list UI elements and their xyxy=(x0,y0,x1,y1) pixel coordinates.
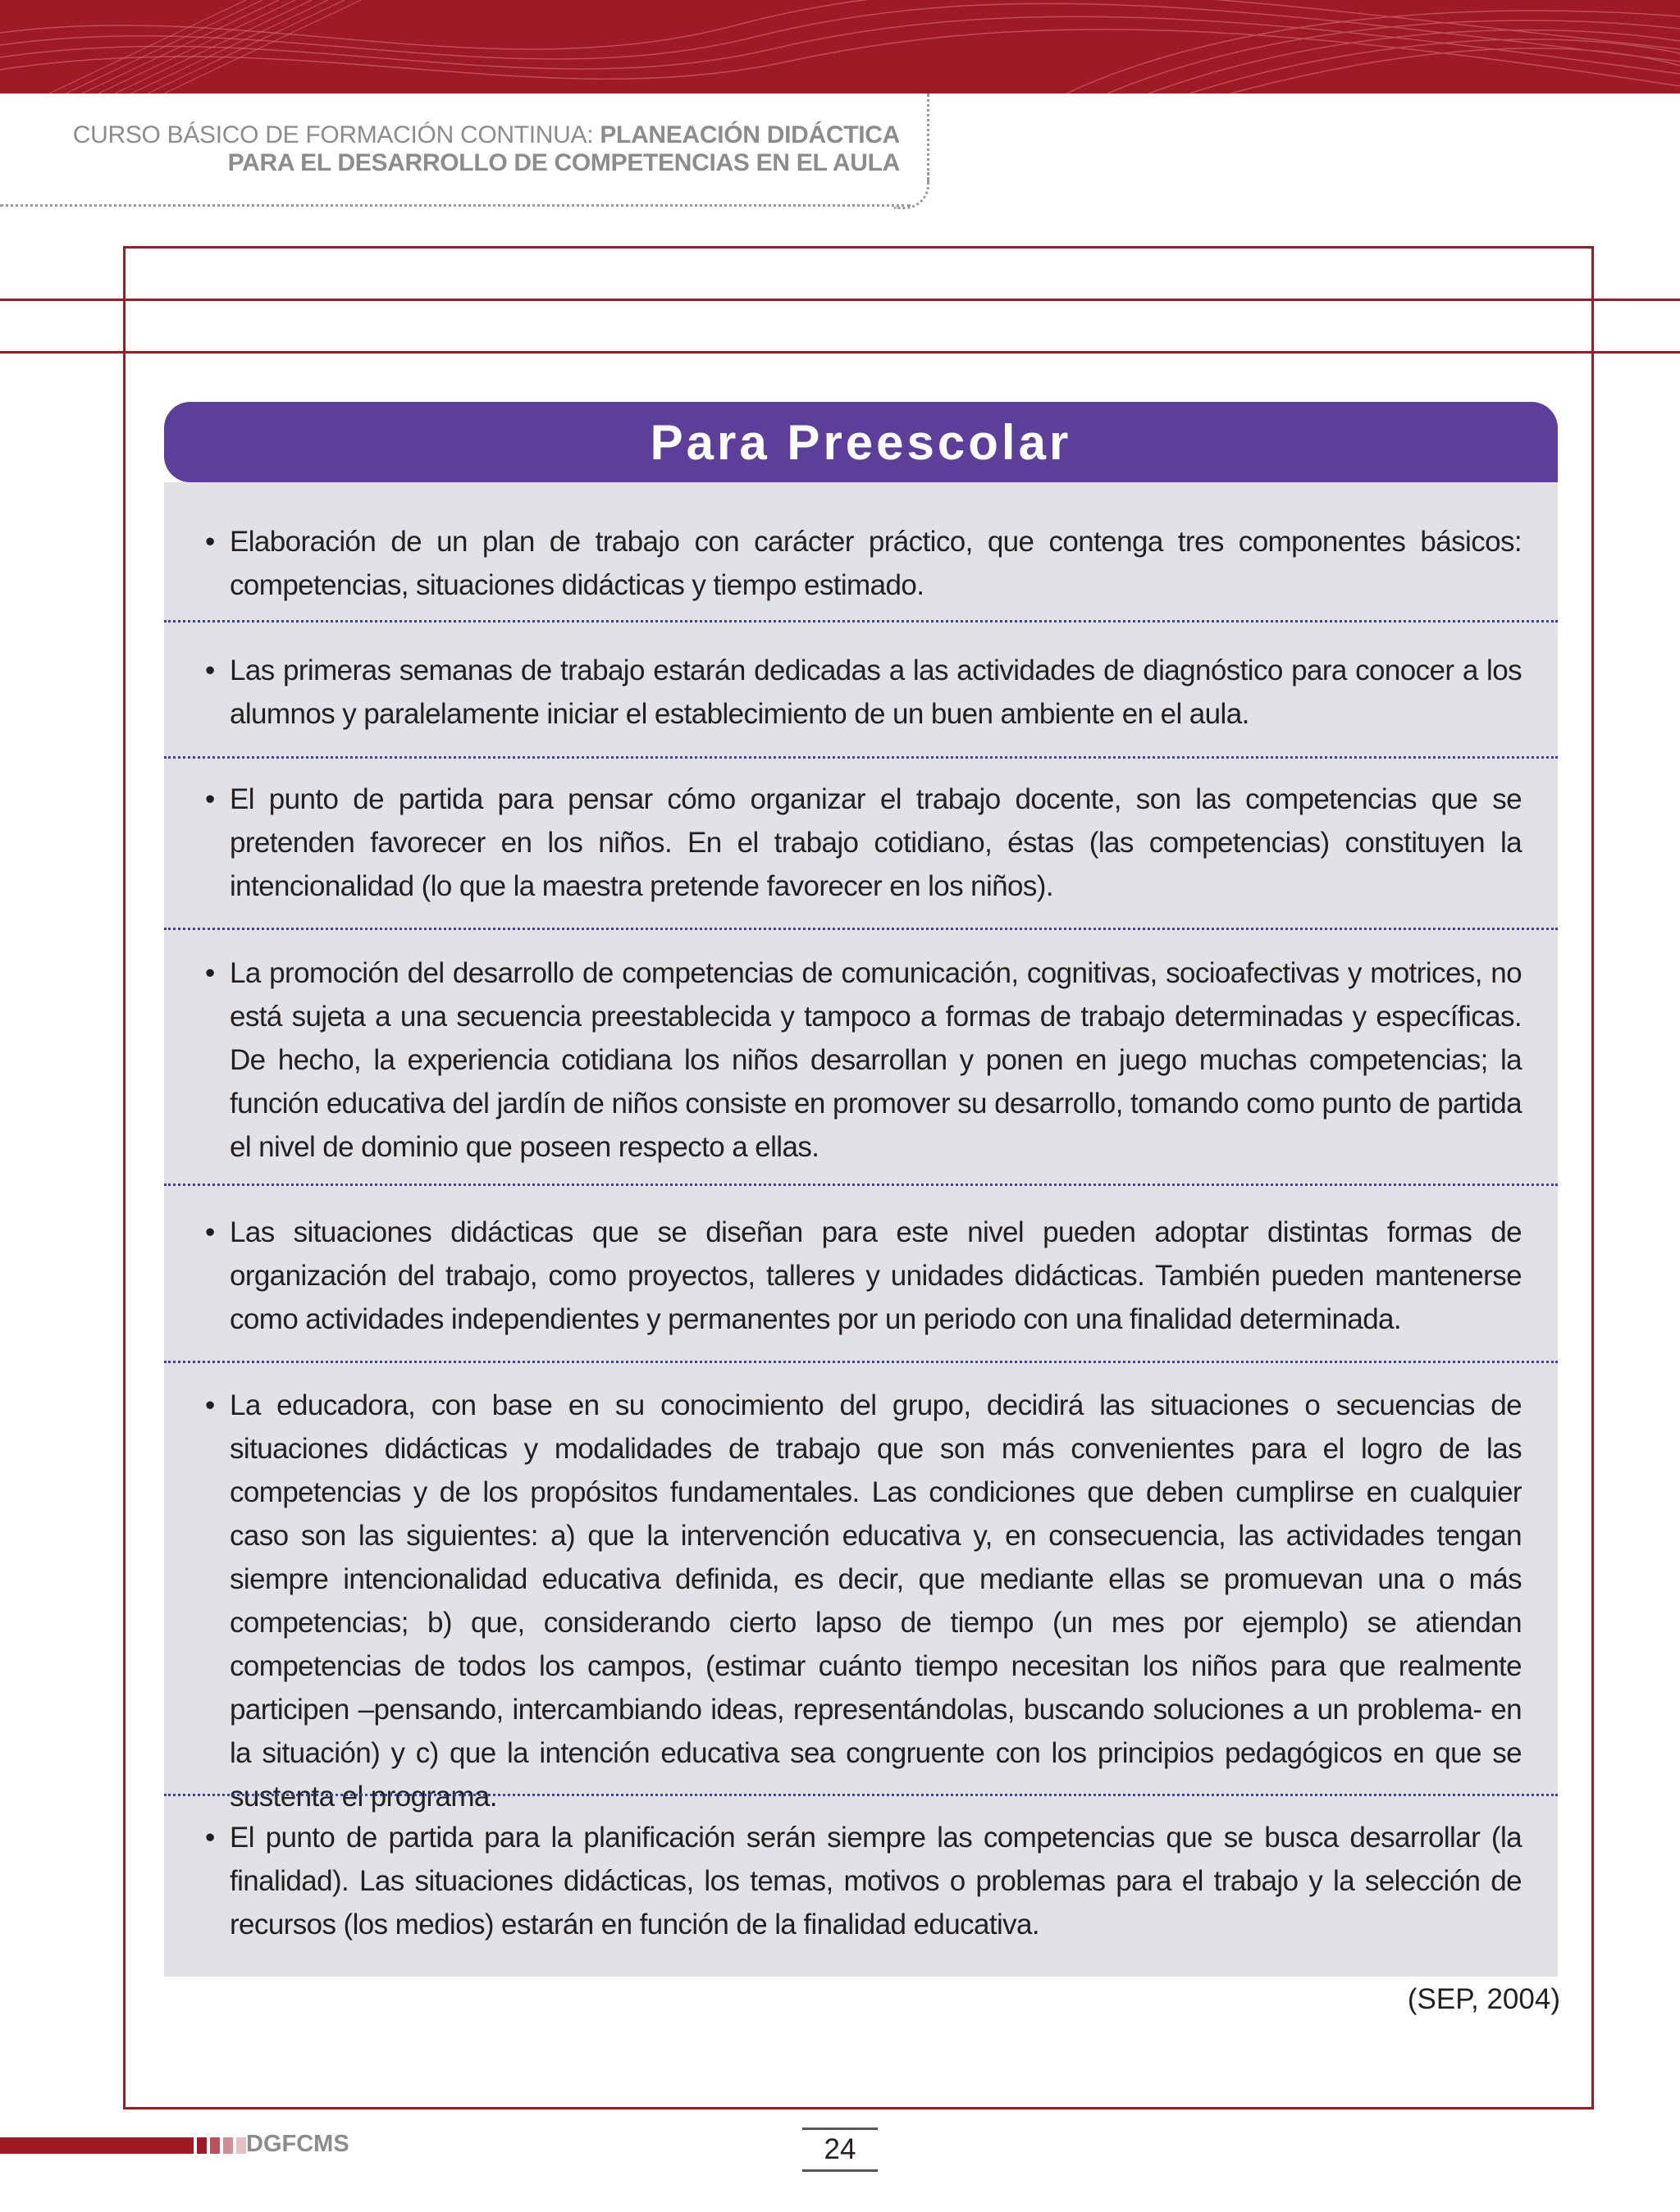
bullet-icon: • xyxy=(205,1216,215,1248)
decorative-wave-lines xyxy=(0,0,1680,93)
item-separator xyxy=(164,1361,1558,1363)
top-banner xyxy=(0,0,1680,93)
course-title xyxy=(73,121,900,177)
header-dotted-rule-vertical xyxy=(927,93,929,182)
bullet-icon: • xyxy=(205,957,215,989)
header-dotted-corner xyxy=(894,172,929,209)
item-separator xyxy=(164,1794,1558,1796)
course-title-subtitle: PARA EL DESARROLLO DE COMPETENCIAS EN EL AULA xyxy=(227,149,900,176)
frame-rule-bottom xyxy=(0,351,1680,353)
footer-bar xyxy=(0,2137,194,2154)
list-item xyxy=(205,778,1522,908)
course-title-main: PLANEACIÓN DIDÁCTICA xyxy=(600,121,900,148)
list-item-text: La promoción del desarrollo de competencias de comunicación, cognitivas, socioafectivas y motrices, no está sujeta a una secuencia preestablecida y tampoco a formas de trabajo determinadas y específicas. De hecho, la experiencia cotidiana los niños desarrollan y ponen en juego muchas competencias; la función educativa del jardín de niños consiste en promover su desarrollo, tomando como punto de partida el nivel de dominio que poseen respecto a ellas. xyxy=(230,957,1522,1163)
course-header xyxy=(0,93,930,207)
list-item-text: La educadora, con base en su conocimiento del grupo, decidirá las situaciones o secuencias de situaciones didácticas y modalidades de trabajo que son más convenientes para el logro de las competencias y de los propósitos fundamentales. Las condiciones que deben cumplirse en cualquier caso son las siguientes: a) que la intervención educativa y, en consecuencia, las actividades tengan siempre intencionalidad educativa definida, es decir, que mediante ellas se promuevan una o más competencias; b) que, considerando cierto lapso de tiempo (un mes por ejemplo) se atiendan competencias de todos los campos, (estimar cuánto tiempo necesitan los niños para que realmente participen –pensando, intercambiando ideas, representándolas, buscando soluciones a un problema- en la situación) y c) que la intención educativa sea congruente con los principios pedagógicos en que se sustenta el programa. xyxy=(230,1389,1522,1813)
list-item xyxy=(205,951,1522,1169)
list-item xyxy=(205,520,1522,607)
list-item-text: El punto de partida para pensar cómo organizar el trabajo docente, son las competencias que se pretenden favorecer en los niños. En el trabajo cotidiano, éstas (las competencias) constituyen la intencionalidad (lo que la maestra pretende favorecer en los niños). xyxy=(230,783,1522,902)
box-title-bar xyxy=(164,402,1558,482)
item-separator xyxy=(164,620,1558,623)
bullet-icon: • xyxy=(205,654,215,686)
course-title-prefix: CURSO BÁSICO DE FORMACIÓN CONTINUA: xyxy=(72,121,600,148)
bullet-icon: • xyxy=(205,783,215,815)
page-number: 24 xyxy=(802,2128,878,2172)
list-item xyxy=(205,1211,1522,1341)
list-item xyxy=(205,649,1522,736)
bullet-icon: • xyxy=(205,1822,215,1854)
frame-rule-top xyxy=(0,299,1680,301)
list-item-text: Las situaciones didácticas que se diseñan para este nivel pueden adoptar distintas formas de organización del trabajo, como proyectos, talleres y unidades didácticas. También pueden mantenerse como actividades independientes y permanentes por un periodo con una finalidad determinada. xyxy=(230,1216,1522,1335)
list-item-text: El punto de partida para la planificación serán siempre las competencias que se busca desarrollar (la finalidad). Las situaciones didácticas, los temas, motivos o problemas para el trabajo y la selección de recursos (los medios) estarán en función de la finalidad educativa. xyxy=(230,1822,1522,1941)
box-title: Para Preescolar xyxy=(650,414,1072,470)
list-item-text: Elaboración de un plan de trabajo con carácter práctico, que contenga tres componentes básicos: competencias, situaciones didácticas y tiempo estimado. xyxy=(230,526,1522,601)
item-separator xyxy=(164,1184,1558,1186)
citation: (SEP, 2004) xyxy=(1407,1983,1560,2015)
footer-gradient-blocks xyxy=(197,2137,246,2154)
bullet-icon: • xyxy=(205,1389,215,1421)
item-separator xyxy=(164,928,1558,930)
list-item-text: Las primeras semanas de trabajo estarán dedicadas a las actividades de diagnóstico para conocer a los alumnos y paralelamente iniciar el establecimiento de un buen ambiente en el aula. xyxy=(230,654,1522,730)
list-item xyxy=(205,1816,1522,1946)
list-item xyxy=(205,1384,1522,1818)
header-dotted-rule xyxy=(0,204,911,207)
bullet-icon: • xyxy=(205,526,215,558)
footer-label: DGFCMS xyxy=(246,2131,349,2157)
box-body xyxy=(164,482,1558,1977)
item-separator xyxy=(164,756,1558,759)
